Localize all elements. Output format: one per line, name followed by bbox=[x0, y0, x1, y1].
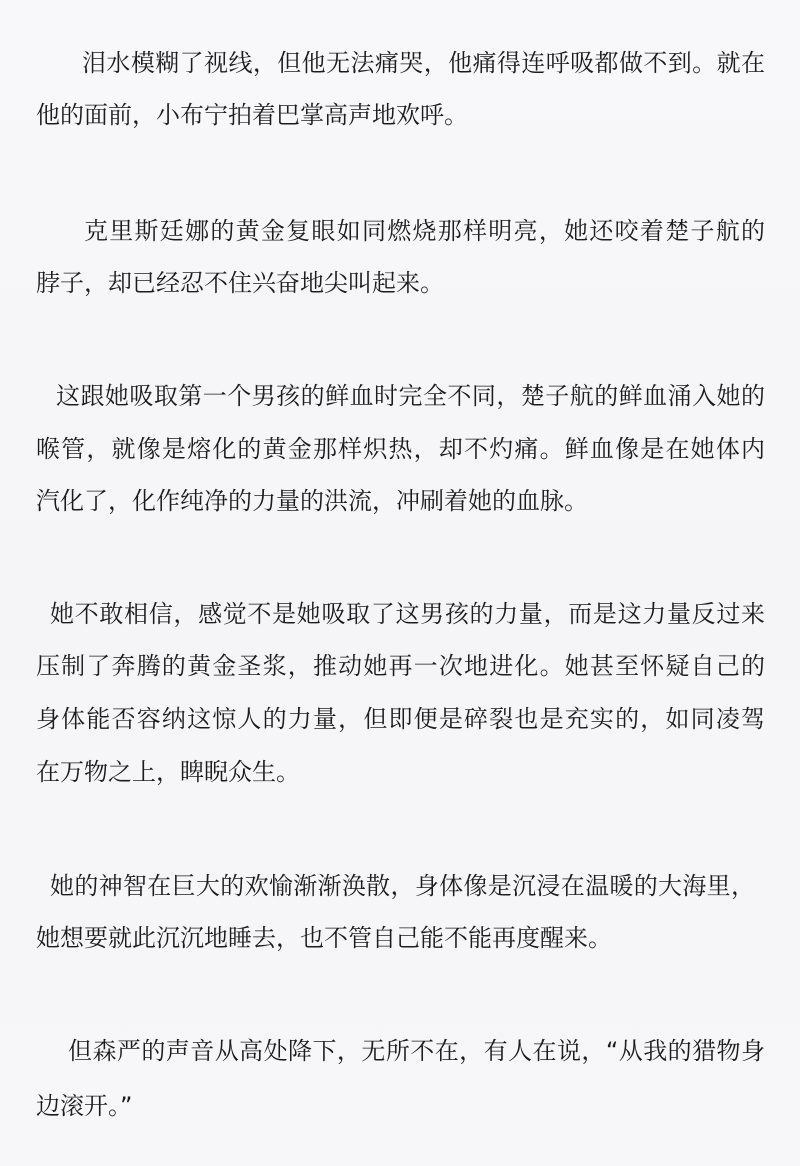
text-line: 汽化了，化作纯净的力量的洪流，冲刷着她的血脉。 bbox=[36, 487, 588, 515]
text-line: 在万物之上，睥睨众生。 bbox=[36, 758, 300, 786]
text-line: 泪水模糊了视线，但他无法痛哭，他痛得连呼吸都做不到。就在 bbox=[82, 49, 765, 77]
text-line: 但森严的声音从高处降下，无所不在，有人在说，“从我的猎物身 bbox=[68, 1037, 765, 1065]
text-line: 压制了奔腾的黄金圣浆，推动她再一次地进化。她甚至怀疑自己的 bbox=[36, 652, 765, 680]
text-line: 克里斯廷娜的黄金复眼如同燃烧那样明亮，她还咬着楚子航的 bbox=[84, 217, 765, 245]
text-line: 她不敢相信，感觉不是她吸取了这男孩的力量，而是这力量反过来 bbox=[50, 600, 765, 628]
text-line: 喉管，就像是熔化的黄金那样炽热，却不灼痛。鲜血像是在她体内 bbox=[36, 435, 765, 463]
text-line: 她的神智在巨大的欢愉渐渐涣散，身体像是沉浸在温暖的大海里， bbox=[50, 872, 755, 900]
text-line: 这跟她吸取第一个男孩的鲜血时完全不同，楚子航的鲜血涌入她的 bbox=[56, 382, 765, 410]
text-line: 边滚开。” bbox=[36, 1092, 133, 1120]
text-line: 身体能否容纳这惊人的力量，但即便是碎裂也是充实的，如同凌驾 bbox=[36, 705, 765, 733]
text-line: 她想要就此沉沉地睡去，也不管自己能不能再度醒来。 bbox=[36, 924, 612, 952]
text-line: 他的面前，小布宁拍着巴掌高声地欢呼。 bbox=[36, 101, 468, 129]
text-line: 脖子，却已经忍不住兴奋地尖叫起来。 bbox=[36, 269, 444, 297]
